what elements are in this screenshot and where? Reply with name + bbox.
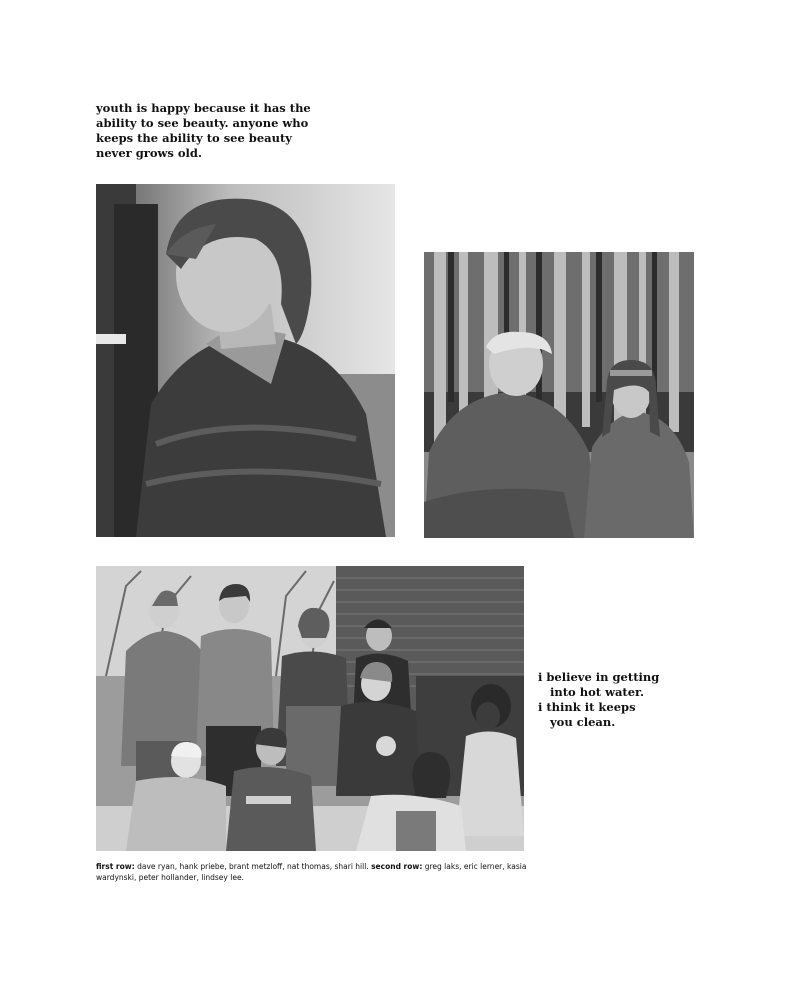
group-photo [96,566,524,851]
quote-line: i think it keeps [538,700,636,714]
forest-couple-photo [424,252,694,538]
portrait-photo [96,184,395,537]
caption-first-row-names: dave ryan, hank priebe, brant metzloff, nat thomas, shari hill. [137,862,369,871]
group-photo-caption [96,861,536,883]
group-photo-image [96,566,524,851]
quote-line: youth is happy because it has the [96,101,311,115]
quote-line: you clean. [550,715,616,729]
forest-couple-photo-image [424,252,694,538]
quote-line: keeps the ability to see beauty [96,131,292,145]
quote-line: ability to see beauty. anyone who [96,116,309,130]
quote-hot-water [538,670,659,730]
caption-first-row-label: first row: [96,862,135,871]
quote-youth-beauty [96,101,311,161]
portrait-photo-image [96,184,395,537]
quote-line: into hot water. [550,685,645,699]
caption-second-row-names: greg laks, eric lerner, kasia wardynski, peter hollander, lindsey lee. [96,862,527,882]
quote-line: never grows old. [96,146,202,160]
quote-line: i believe in getting [538,670,660,684]
caption-second-row-label: second row: [371,862,423,871]
